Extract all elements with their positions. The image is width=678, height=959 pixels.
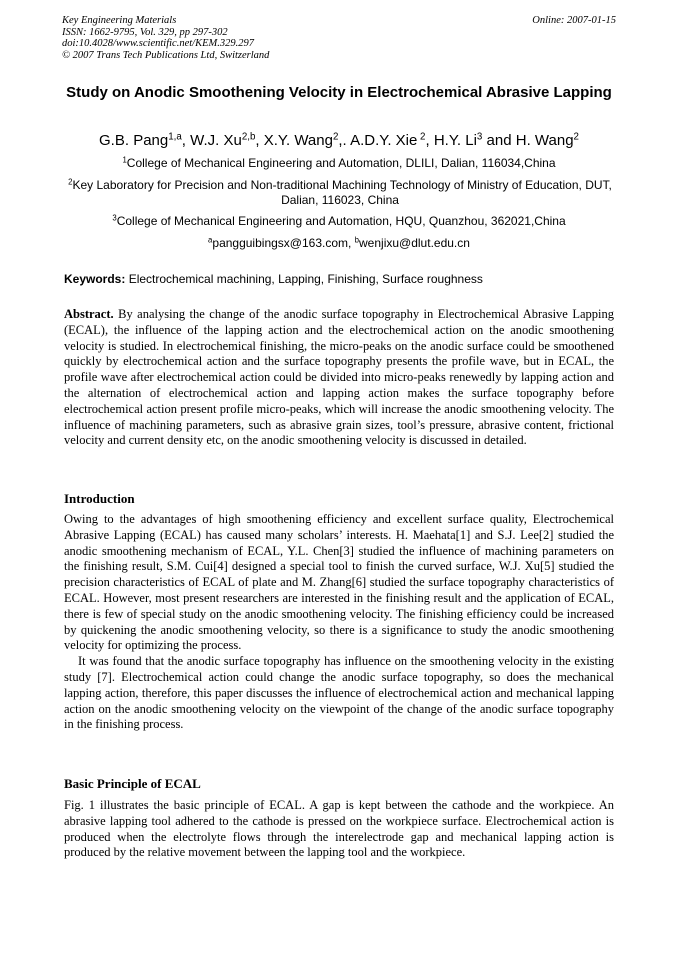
author-list (62, 132, 616, 150)
author: X.Y. Wang$^2$,. (263, 131, 351, 149)
affiliation-3: $^3$College of Mechanical Engineering and Automation, HQU, Quanzhou, 362021,China (112, 213, 566, 228)
copyright-line: © 2007 Trans Tech Publications Ltd, Switzerland (62, 49, 270, 61)
author: H. Wang$^2$ (515, 131, 579, 149)
email-link[interactable]: pangguibingsx@163.com, (212, 236, 355, 250)
author-emails: $^a$pangguibingsx@163.com, $^b$wenjixu@dlut.edu.cn (208, 235, 470, 250)
paragraph: It was found that the anodic surface topography has influence on the smoothening velocity in the existing study [7]. Electrochemical action could change the anodic surface topography, so does the mechanical lapping action, therefore, this paper discusses the influence of electrochemical action and mechanical lapping action on the anodic smoothening velocity on the viewpoint of the change of the anodic surface topography in the finishing process. (64, 654, 614, 732)
abstract (64, 307, 614, 449)
section-heading-basic-principle: Basic Principle of ECAL (64, 776, 201, 791)
online-date: Online: 2007-01-15 (532, 15, 616, 26)
author: H.Y. Li$^3$ and (433, 131, 516, 149)
affiliation-1: $^1$College of Mechanical Engineering and Automation, DLILI, Dalian, 116034,China (122, 155, 556, 170)
abstract-label: Abstract. (64, 307, 114, 321)
paper-title: Study on Anodic Smoothening Velocity in Electrochemical Abrasive Lapping (66, 84, 612, 101)
section-heading-introduction: Introduction (64, 491, 135, 506)
affiliation-2: $^2$Key Laboratory for Precision and Non-traditional Machining Technology of Ministry of Education, DUT, Dalian, 116023, China (68, 177, 612, 207)
abstract-text: By analysing the change of the anodic surface topography in Electrochemical Abrasive Lapping (ECAL), the influence of the lapping action and the electrochemical action on the anodic smoothening velocity is studied. In electrochemical finishing, the micro-peaks on the anodic surface could be smoothened quickly by electrochemical action and the surface topography presents the profile wave, but in ECAL, the profile wave after electrochemical action could be divided into micro-peaks renewedly by lapping action and the alternation of electrochemical action and lapping action makes the surface topography before electrochemical action present profile micro-peaks, which will increase the anodic smoothening velocity. The influence of machining parameters, such as abrasive grain sizes, tool’s pressure, abrasive content, frictional velocity and current density etc, on the anodic smoothening velocity is discussed in detailed. (64, 307, 614, 448)
email-link[interactable]: wenjixu@dlut.edu.cn (359, 236, 470, 250)
doi-line: doi:10.4028/www.scientific.net/KEM.329.297 (62, 38, 254, 49)
running-header (62, 15, 616, 61)
keywords: Keywords: Electrochemical machining, Lapping, Finishing, Surface roughness (64, 272, 483, 286)
paragraph: Owing to the advantages of high smoothening efficiency and excellent surface quality, Electrochemical Abrasive Lapping (ECAL) has caused many scholars’ interests. H. Maehata[1] and S.J. Lee[2] studied the anodic smoothening mechanism of ECAL, Y.L. Chen[3] studied the influence of machining parameters on the finishing result, S.M. Cui[4] designed a special tool to finish the curved surface, W.J. Xu[5] studied the precision characteristics of ECAL of plate and M. Zhang[6] studied the surface topography characteristics of ECAL. However, most present researchers are interested in the finishing result and the application of ECAL, there is few of special study on the anodic smoothening velocity. The finishing efficiency could be increased by quickening the anodic smoothening velocity, so there is a significance to study the anodic smoothening velocity for optimizing the process. (64, 512, 614, 653)
basic-principle-body (64, 798, 614, 861)
author: G.B. Pang$^{1,a}$, (99, 131, 191, 149)
journal-name: Key Engineering Materials (62, 15, 177, 26)
paragraph: Fig. 1 illustrates the basic principle of ECAL. A gap is kept between the cathode and the workpiece. An abrasive lapping tool adhered to the cathode is pressed on the workpiece surface. Electrochemical action is produced when the electrolyte flows through the interelectrode gap and mechanical lapping action is produced by the relative movement between the lapping tool and the workpiece. (64, 798, 614, 860)
introduction-body (64, 512, 614, 733)
author: A.D.Y. Xie $^2$, (350, 131, 434, 149)
author: W.J. Xu$^{2,b}$, (190, 131, 264, 149)
issn-line: ISSN: 1662-9795, Vol. 329, pp 297-302 (62, 26, 228, 38)
